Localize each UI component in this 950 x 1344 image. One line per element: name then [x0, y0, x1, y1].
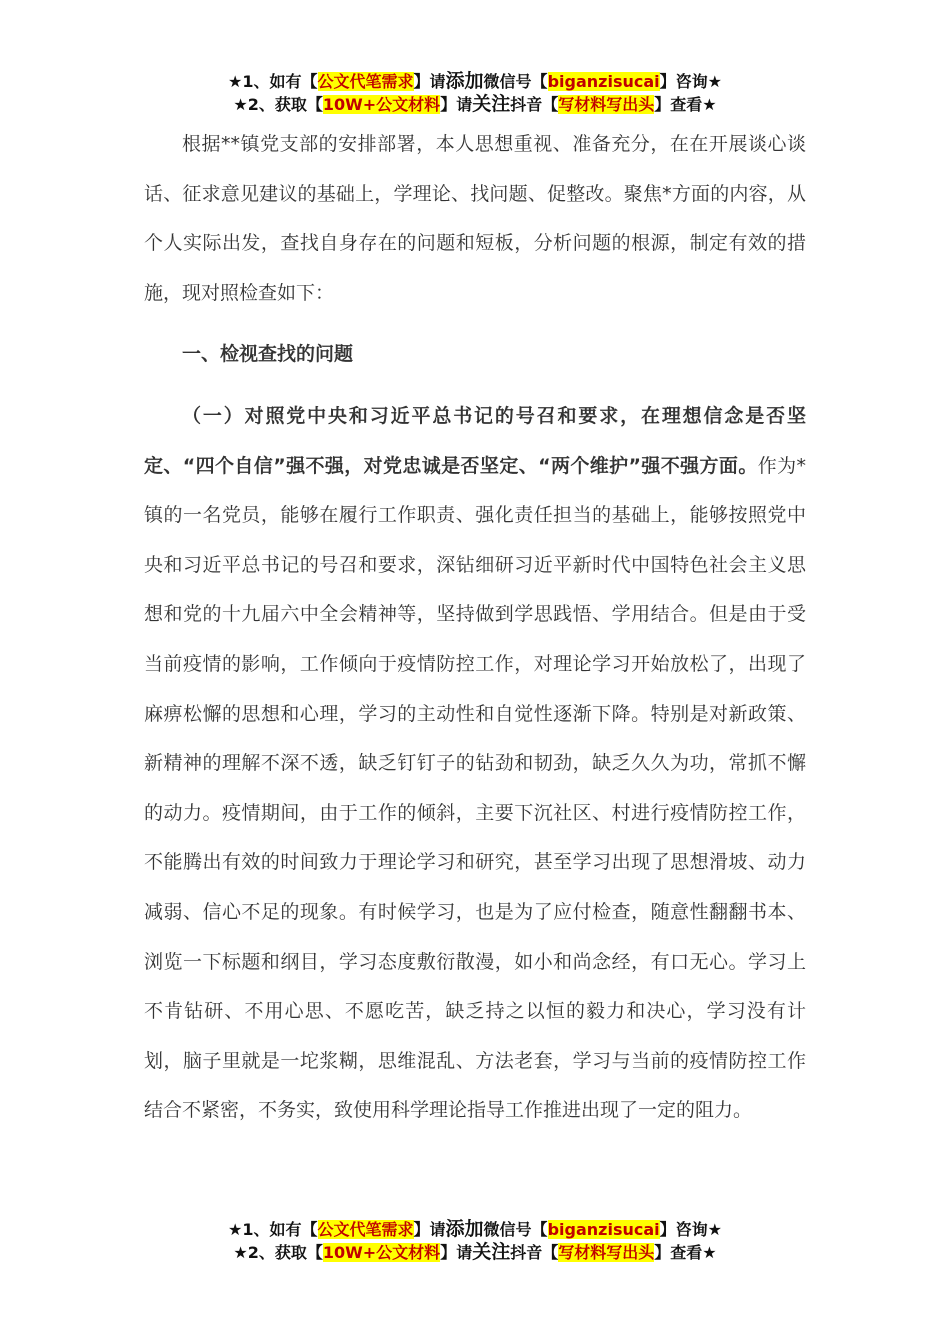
banner-text: 抖音【	[510, 1243, 559, 1262]
banner-line-1	[0, 1218, 950, 1241]
banner-text: 】请	[413, 72, 446, 91]
banner-text: 】请	[413, 1220, 446, 1239]
banner-text: ★1、如有【	[228, 72, 318, 91]
banner-text: 】咨询★	[659, 1220, 722, 1239]
banner-highlight: 10W+公文材料	[322, 1243, 441, 1262]
banner-highlight: 写材料写出头	[558, 95, 655, 114]
banner-line-2	[0, 1241, 950, 1264]
banner-highlight: 公文代笔需求	[317, 72, 414, 91]
banner-line-2	[0, 93, 950, 116]
intro-paragraph: 根据**镇党支部的安排部署，本人思想重视、准备充分，在在开展谈心谈话、征求意见建议的基础上，学理论、找问题、促整改。聚焦*方面的内容，从个人实际出发，查找自身存在的问题和短板，分析问题的根源，制定有效的措施，现对照检查如下：	[144, 133, 806, 304]
banner-text: 微信号【	[483, 72, 548, 91]
header-banner	[0, 70, 950, 116]
footer-banner	[0, 1218, 950, 1264]
subsection-title: （一）对照党中央和习近平总书记的号召和要求，在理想信念是否坚定、“四个自信”强不强，对党忠诚是否坚定、“两个维护”强不强方面。	[144, 404, 806, 477]
banner-text: 微信号【	[483, 1220, 548, 1239]
subsection-text: 作为*镇的一名党员，能够在履行工作职责、强化责任担当的基础上，能够按照党中央和习近平总书记的号召和要求，深钻细研习近平新时代中国特色社会主义思想和党的十九届六中全会精神等，坚持做到学思践悟、学用结合。但是由于受当前疫情的影响，工作倾向于疫情防控工作，对理论学习开始放松了，出现了麻痹松懈的思想和心理，学习的主动性和自觉性逐渐下降。特别是对新政策、新精神的理解不深不透，缺乏钉钉子的钻劲和韧劲，缺乏久久为功，常抓不懈的动力。疫情期间，由于工作的倾斜，主要下沉社区、村进行疫情防控工作，不能腾出有效的时间致力于理论学习和研究，甚至学习出现了思想滑坡、动力减弱、信心不足的现象。有时候学习，也是为了应付检查，随意性翻翻书本、浏览一下标题和纲目，学习态度敷衍散漫，如小和尚念经，有口无心。学习上不肯钻研、不用心思、不愿吃苦，缺乏持之以恒的毅力和决心，学习没有计划，脑子里就是一坨浆糊，思维混乱、方法老套，学习与当前的疫情防控工作结合不紧密，不务实，致使用科学理论指导工作推进出现了一定的阻力。	[144, 454, 806, 1122]
banner-highlight: biganzisucai	[547, 1220, 660, 1239]
banner-text: ★1、如有【	[228, 1220, 318, 1239]
banner-text: 】请	[440, 95, 473, 114]
banner-highlight: 公文代笔需求	[317, 1220, 414, 1239]
banner-highlight: biganzisucai	[547, 72, 660, 91]
banner-highlight: 10W+公文材料	[322, 95, 441, 114]
banner-text: ★2、获取【	[233, 1243, 323, 1262]
document-body	[144, 120, 806, 1136]
banner-text: 】咨询★	[659, 72, 722, 91]
banner-text: 】查看★	[654, 1243, 717, 1262]
subsection-paragraph	[144, 392, 806, 1136]
banner-text: 】请	[440, 1243, 473, 1262]
banner-emphasis: 关注	[472, 1241, 511, 1263]
banner-highlight: 写材料写出头	[558, 1243, 655, 1262]
banner-emphasis: 关注	[472, 93, 511, 115]
banner-text: 】查看★	[654, 95, 717, 114]
banner-emphasis: 添加	[445, 70, 484, 92]
banner-emphasis: 添加	[445, 1218, 484, 1240]
banner-text: ★2、获取【	[233, 95, 323, 114]
banner-text: 抖音【	[510, 95, 559, 114]
banner-line-1	[0, 70, 950, 93]
section-heading: 一、检视查找的问题	[182, 343, 354, 366]
